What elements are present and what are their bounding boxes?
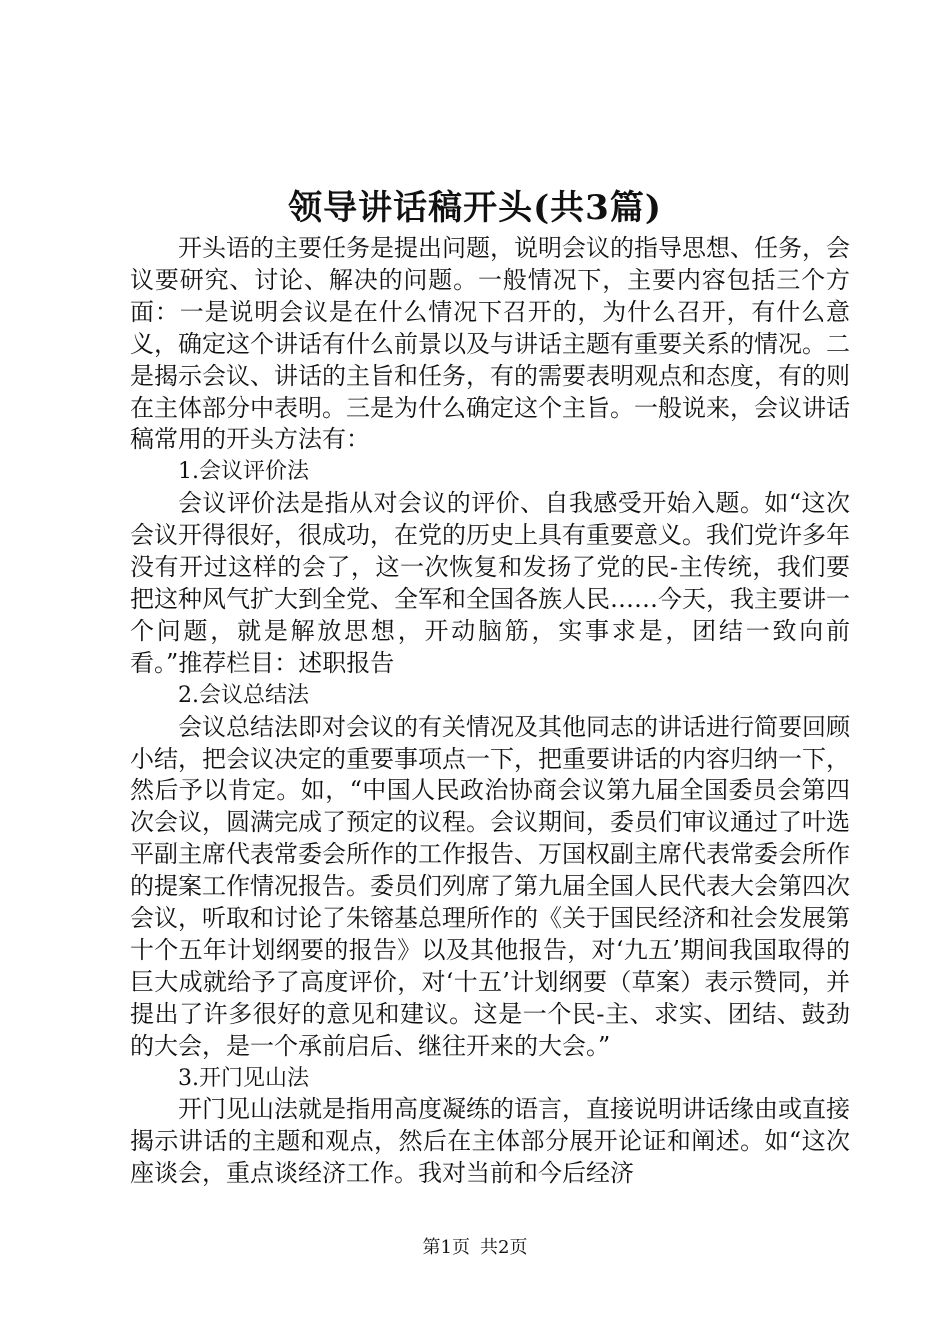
document-body [130, 233, 850, 1190]
paragraph-intro: 开头语的主要任务是提出问题，说明会议的指导思想、任务，会议要研究、讨论、解决的问题。一般情况下，主要内容包括三个方面：一是说明会议是在什么情况下召开的，为什么召开，有什么意义，确定这个讲话有什么前景以及与讲话主题有重要关系的情况。二是揭示会议、讲话的主旨和任务，有的需要表明观点和态度，有的则在主体部分中表明。三是为什么确定这个主旨。一般说来，会议讲话稿常用的开头方法有： [130, 234, 850, 454]
paragraph-method-2: 会议总结法即对会议的有关情况及其他同志的讲话进行简要回顾小结，把会议决定的重要事项点一下，把重要讲话的内容归纳一下，然后予以肯定。如，“中国人民政治协商会议第九届全国委员会第四次会议，圆满完成了预定的议程。会议期间，委员们审议通过了叶选平副主席代表常委会所作的工作报告、万国权副主席代表常委会所作的提案工作情况报告。委员们列席了第九届全国人民代表大会第四次会议，听取和讨论了朱镕基总理所作的《关于国民经济和社会发展第十个五年计划纲要的报告》以及其他报告，对‘九五’期间我国取得的巨大成就给予了高度评价，对‘十五’计划纲要（草案）表示赞同，并提出了许多很好的意见和建议。这是一个民-主、求实、团结、鼓劲的大会，是一个承前启后、继往开来的大会。” [130, 712, 850, 1060]
section-heading-3: 3.开门见山法 [178, 1065, 309, 1091]
paragraph-method-1: 会议评价法是指从对会议的评价、自我感受开始入题。如“这次会议开得很好，很成功，在党的历史上具有重要意义。我们党许多年没有开过这样的会了，这一次恢复和发扬了党的民-主传统，我们要把这种风气扩大到全党、全军和全国各族人民……今天，我主要讲一个问题，就是解放思想，开动脑筋，实事求是，团结一致向前看。”推荐栏目：述职报告 [130, 489, 850, 677]
section-heading-2: 2.会议总结法 [178, 682, 309, 708]
document-title: 领导讲话稿开头(共3篇) [288, 188, 662, 228]
page-total: 共2页 [480, 1237, 528, 1258]
section-heading-1: 1.会议评价法 [178, 459, 309, 485]
paragraph-method-3: 开门见山法就是指用高度凝练的语言，直接说明讲话缘由或直接揭示讲话的主题和观点，然后在主体部分展开论证和阐述。如“这次座谈会，重点谈经济工作。我对当前和今后经济 [130, 1095, 850, 1188]
page-footer [0, 1236, 950, 1260]
page-number: 第1页 [422, 1237, 470, 1258]
